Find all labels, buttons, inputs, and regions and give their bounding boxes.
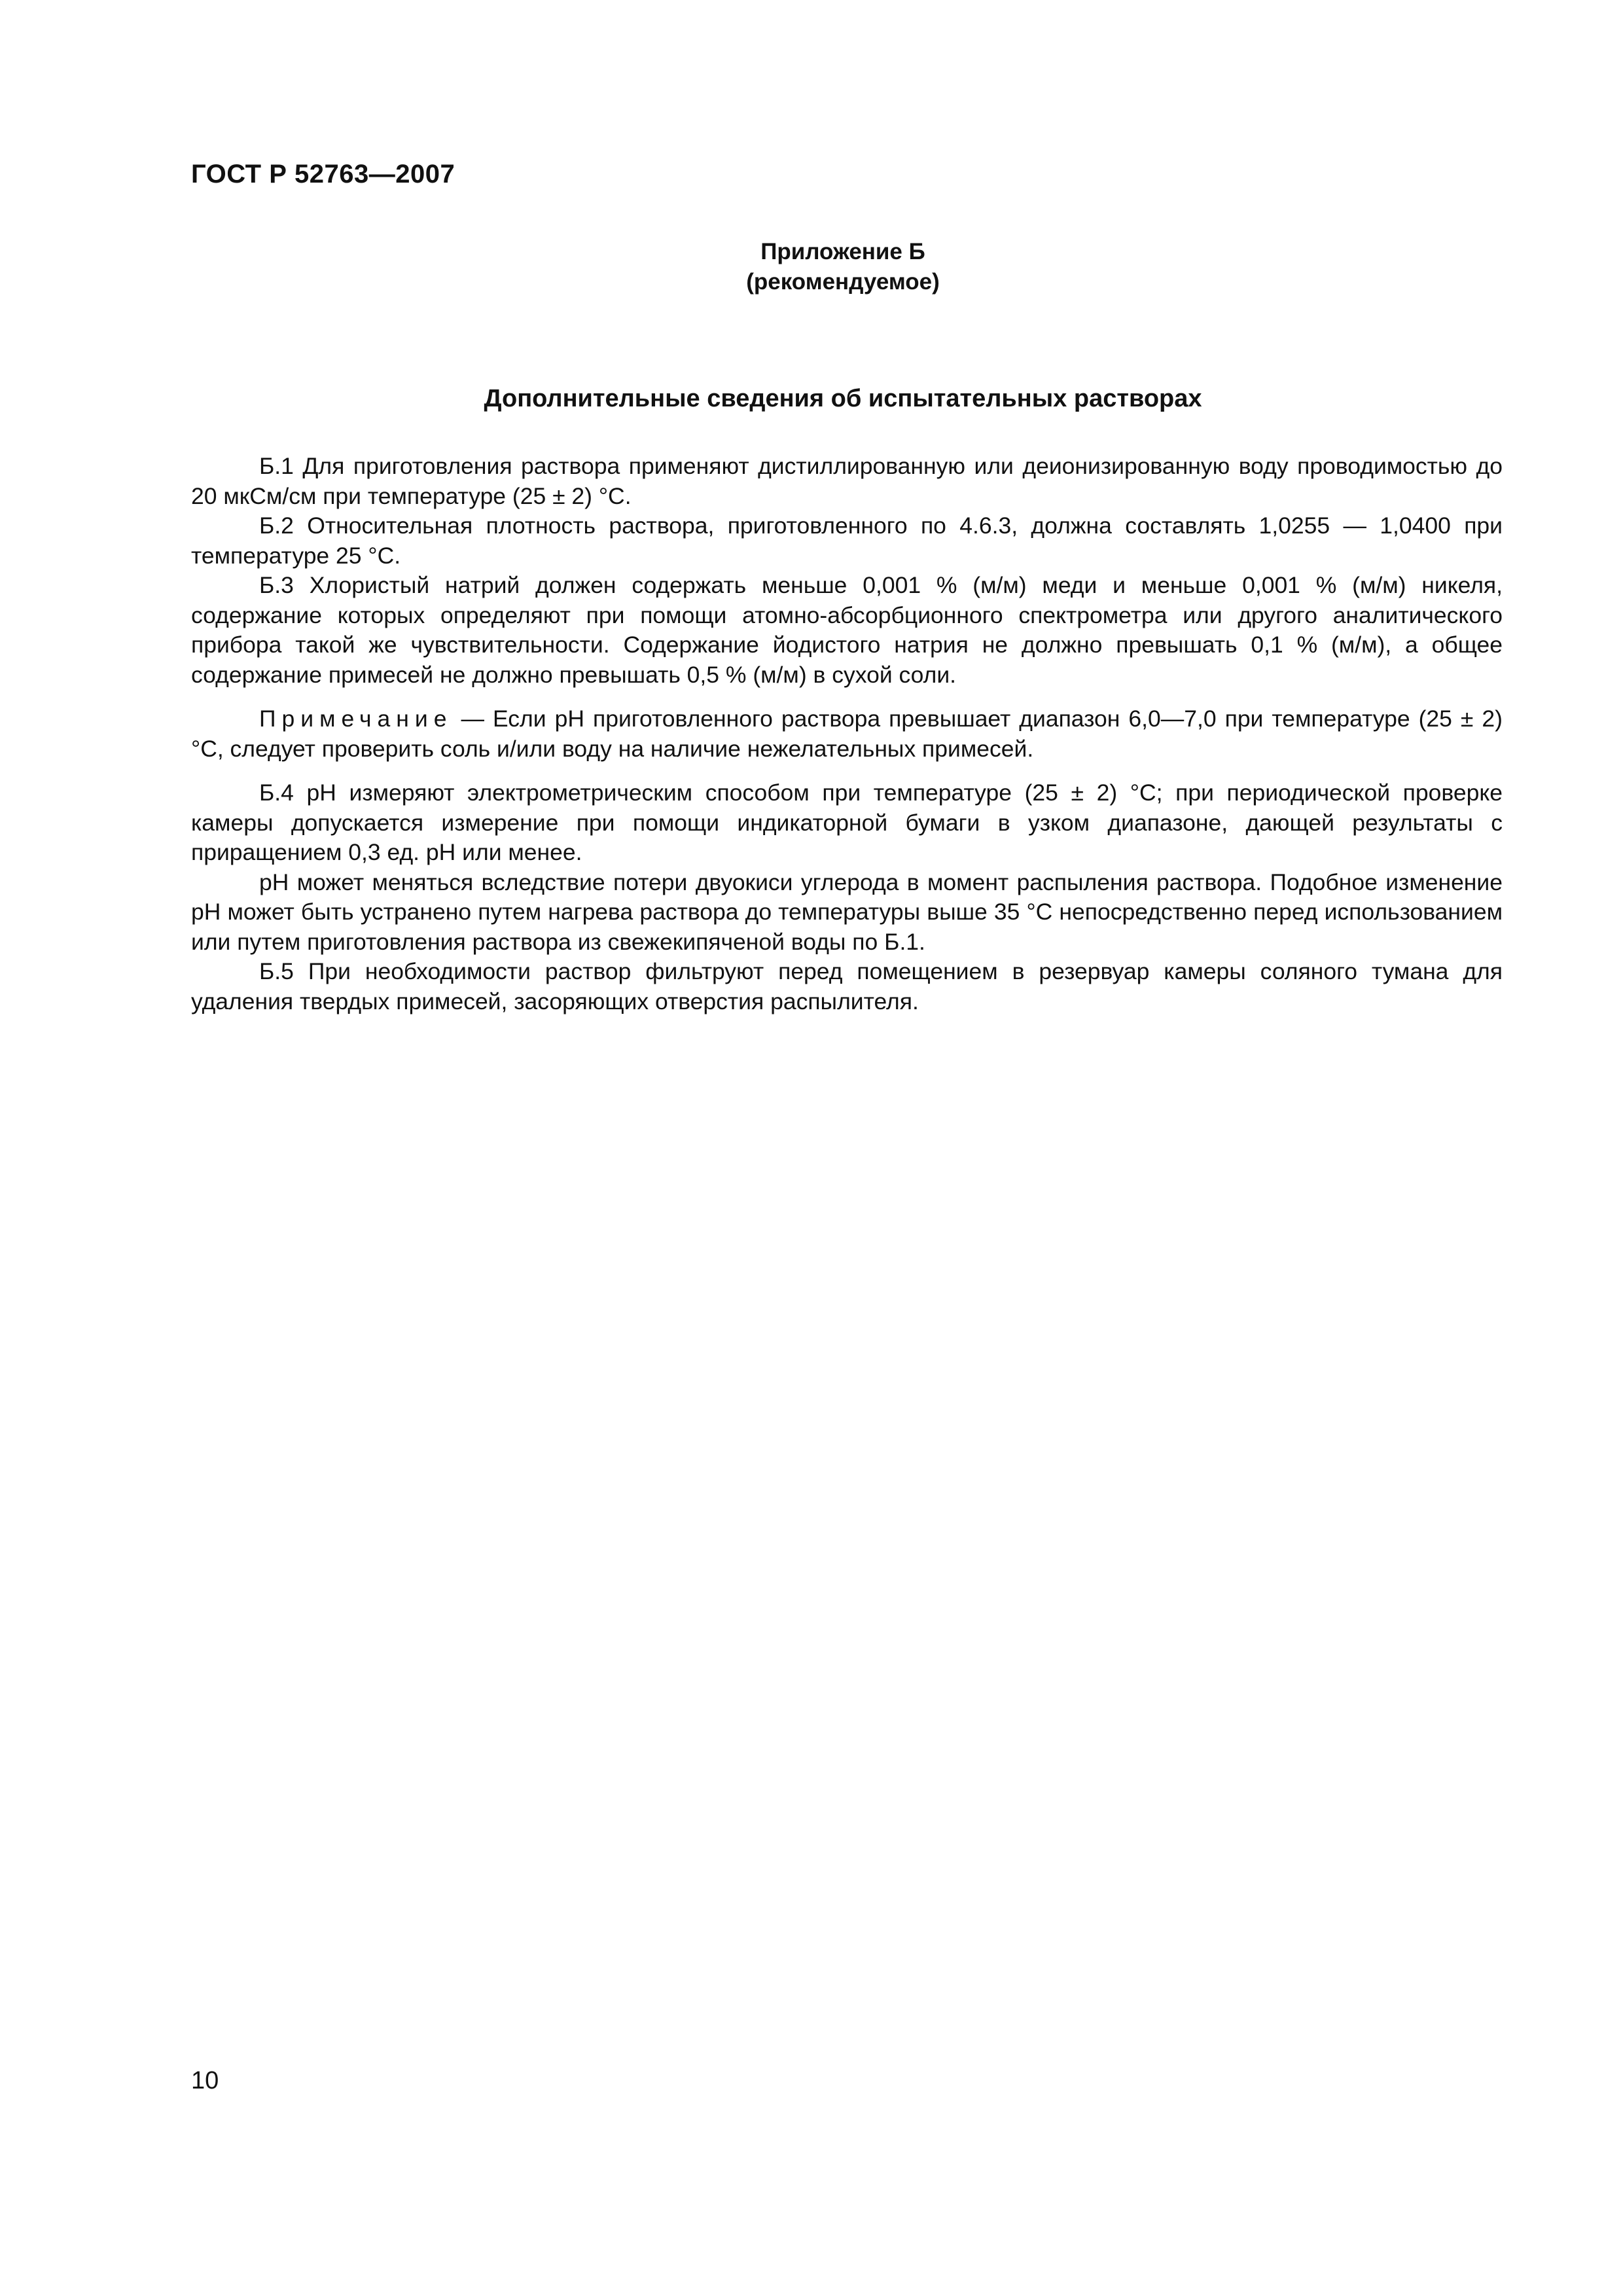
paragraph-b5: Б.5 При необходимости раствор фильтруют перед помещением в резервуар камеры соляного тумана для удаления твердых примесей, засоряющих отверстия распылителя. — [191, 958, 1503, 1014]
body-text — [191, 452, 1503, 1016]
paragraph-b3: Б.3 Хлористый натрий должен содержать меньше 0,001 % (м/м) меди и меньше 0,001 % (м/м) никеля, содержание которых определяют при помощи атомно-абсорбционного спектрометра или другого аналитического прибора такой же чувствительности. Содержание йодистого натрия не должно превышать 0,1 % (м/м), а общее содержание примесей не должно превышать 0,5 % (м/м) в сухой соли. — [191, 572, 1503, 688]
document-code: ГОСТ Р 52763—2007 — [191, 160, 455, 188]
paragraph-b1: Б.1 Для приготовления раствора применяют дистиллированную или деионизированную воду проводимостью до 20 мкСм/см при температуре (25 ± 2) °С. — [191, 453, 1503, 509]
note-label: Примечание — [259, 706, 453, 732]
appendix-title: Приложение Б — [760, 239, 925, 264]
paragraph-b4-continued: рН может меняться вследствие потери двуокиси углерода в момент распыления раствора. Подобное изменение рН может быть устранено путем нагрева раствора до температуры выше 35 °С непосредственно перед использованием или путем приготовления раствора из свежекипяченой воды по Б.1. — [191, 869, 1503, 955]
page-number: 10 — [191, 2067, 219, 2094]
note-text: — Если рН приготовленного раствора превышает диапазон 6,0—7,0 при температуре (25 ± 2) °С, следует проверить соль и/или воду на наличие нежелательных примесей. — [191, 706, 1503, 762]
section-title: Дополнительные сведения об испытательных растворах — [484, 385, 1202, 412]
appendix-status: (рекомендуемое) — [746, 269, 940, 295]
note-paragraph — [191, 704, 1503, 764]
paragraph-b2: Б.2 Относительная плотность раствора, приготовленного по 4.6.3, должна составлять 1,0255 — 1,0400 при температуре 25 °С. — [191, 512, 1503, 569]
paragraph-b4: Б.4 рН измеряют электрометрическим способом при температуре (25 ± 2) °С; при периодической проверке камеры допускается измерение при помощи индикаторной бумаги в узком диапазоне, дающей результаты с приращением 0,3 ед. рН или менее. — [191, 780, 1503, 865]
